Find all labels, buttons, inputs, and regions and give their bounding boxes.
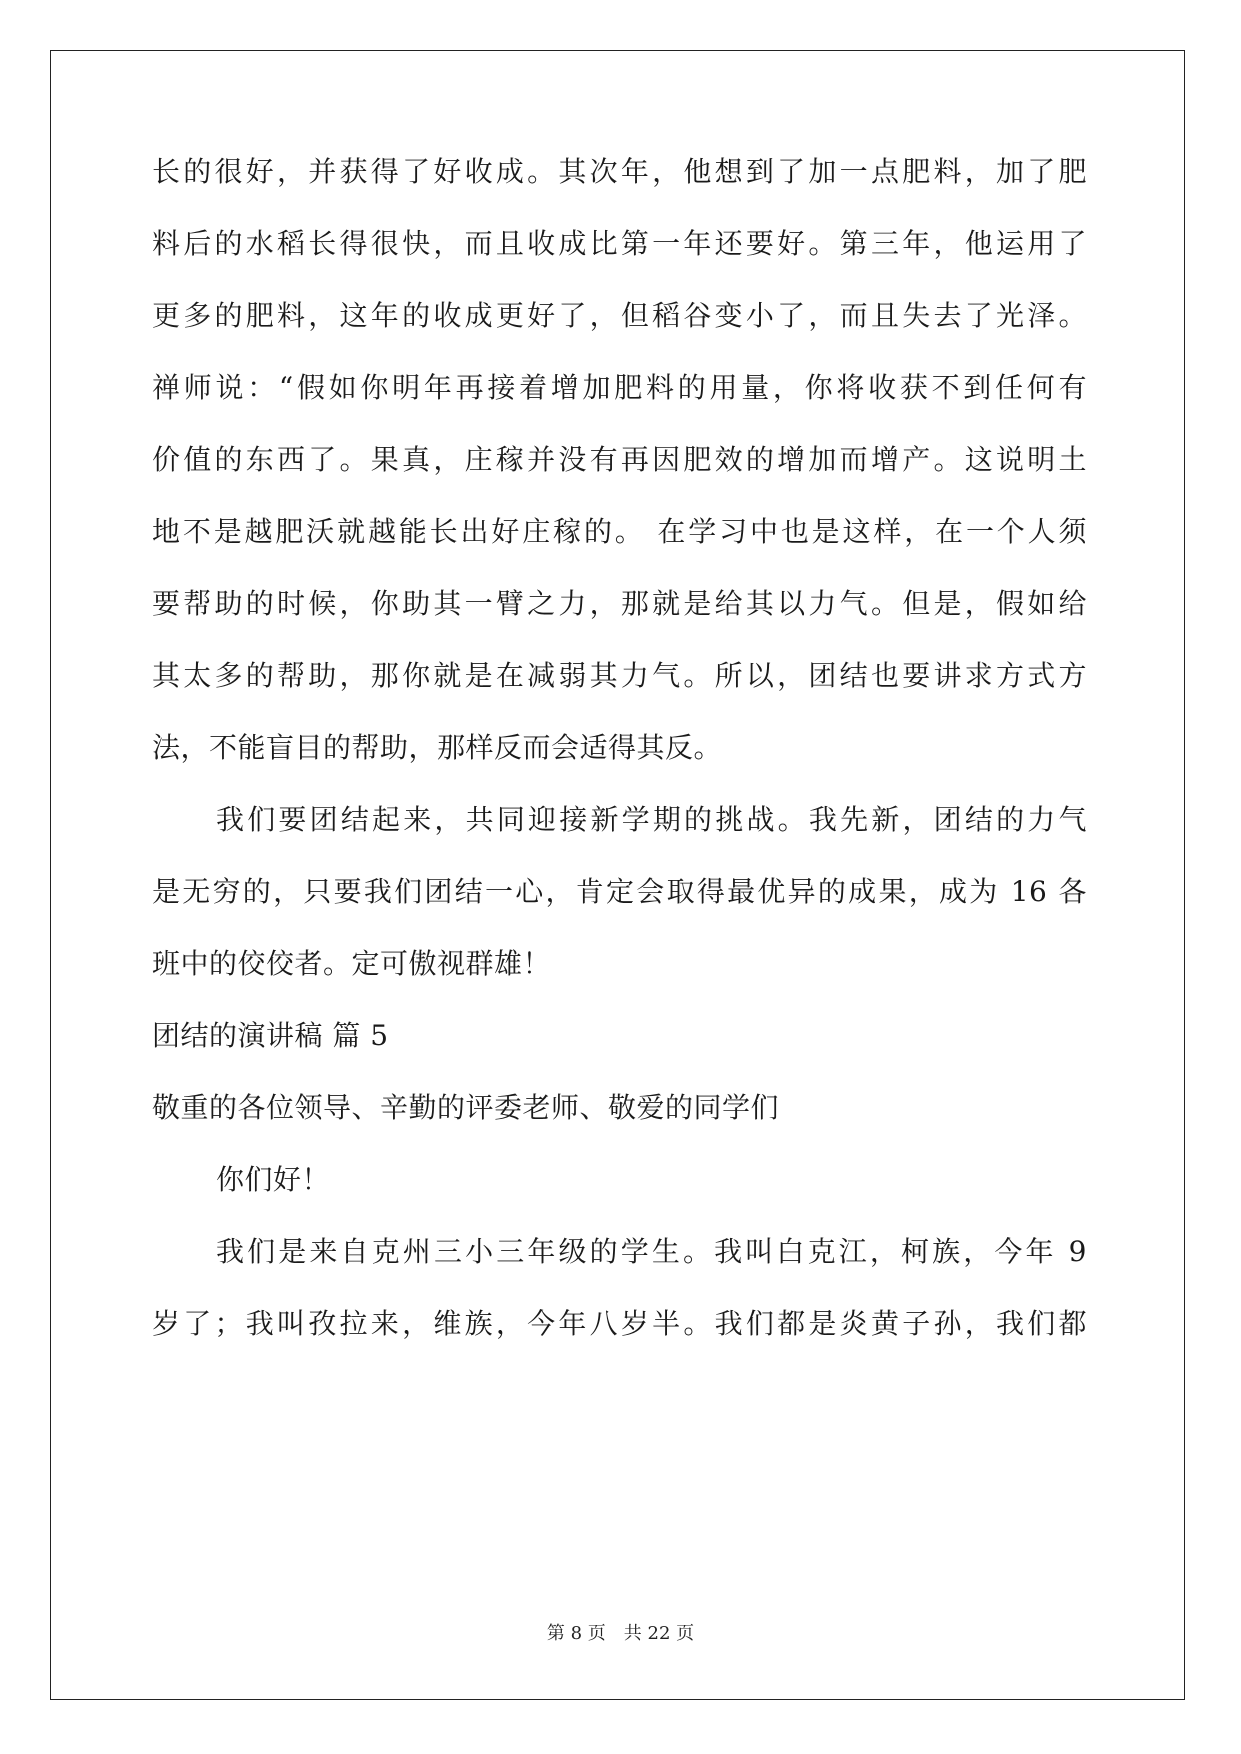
- page-footer: [0, 1622, 1241, 1646]
- text-line: 料后的水稻长得很快，而且收成比第一年还要好。第三年，他运用了: [152, 227, 1087, 260]
- section-heading: 团结的演讲稿 篇 5: [152, 1019, 389, 1052]
- text-line: 长的很好，并获得了好收成。其次年，他想到了加一点肥料，加了肥: [152, 155, 1087, 188]
- paragraph-first-line: 我们是来自克州三小三年级的学生。我叫白克江，柯族，今年 9: [216, 1235, 1087, 1268]
- text-line: 禅师说：“假如你明年再接着增加肥料的用量，你将收获不到任何有: [152, 371, 1087, 404]
- text-line: 岁了；我叫孜拉来，维族，今年八岁半。我们都是炎黄子孙，我们都: [152, 1307, 1087, 1340]
- greeting: 你们好！: [216, 1163, 331, 1196]
- text-line: 法，不能盲目的帮助，那样反而会适得其反。: [152, 731, 723, 764]
- salutation: 敬重的各位领导、辛勤的评委老师、敬爱的同学们: [152, 1091, 780, 1124]
- page-number: 第 8 页: [546, 1623, 606, 1644]
- text-line: 价值的东西了。果真，庄稼并没有再因肥效的增加而增产。这说明土: [152, 443, 1087, 476]
- text-line: 地不是越肥沃就越能长出好庄稼的。 在学习中也是这样，在一个人须: [152, 515, 1087, 548]
- text-line: 要帮助的时候，你助其一臂之力，那就是给其以力气。但是，假如给: [152, 587, 1087, 620]
- text-line: 是无穷的，只要我们团结一心，肯定会取得最优异的成果，成为 16 各: [152, 875, 1087, 908]
- text-line: 更多的肥料，这年的收成更好了，但稻谷变小了，而且失去了光泽。: [152, 299, 1087, 332]
- text-line: 班中的佼佼者。定可傲视群雄！: [152, 947, 552, 980]
- text-line: 其太多的帮助，那你就是在减弱其力气。所以，团结也要讲求方式方: [152, 659, 1087, 692]
- paragraph-first-line: 我们要团结起来，共同迎接新学期的挑战。我先新，团结的力气: [216, 803, 1087, 836]
- page-total: 共 22 页: [623, 1623, 695, 1644]
